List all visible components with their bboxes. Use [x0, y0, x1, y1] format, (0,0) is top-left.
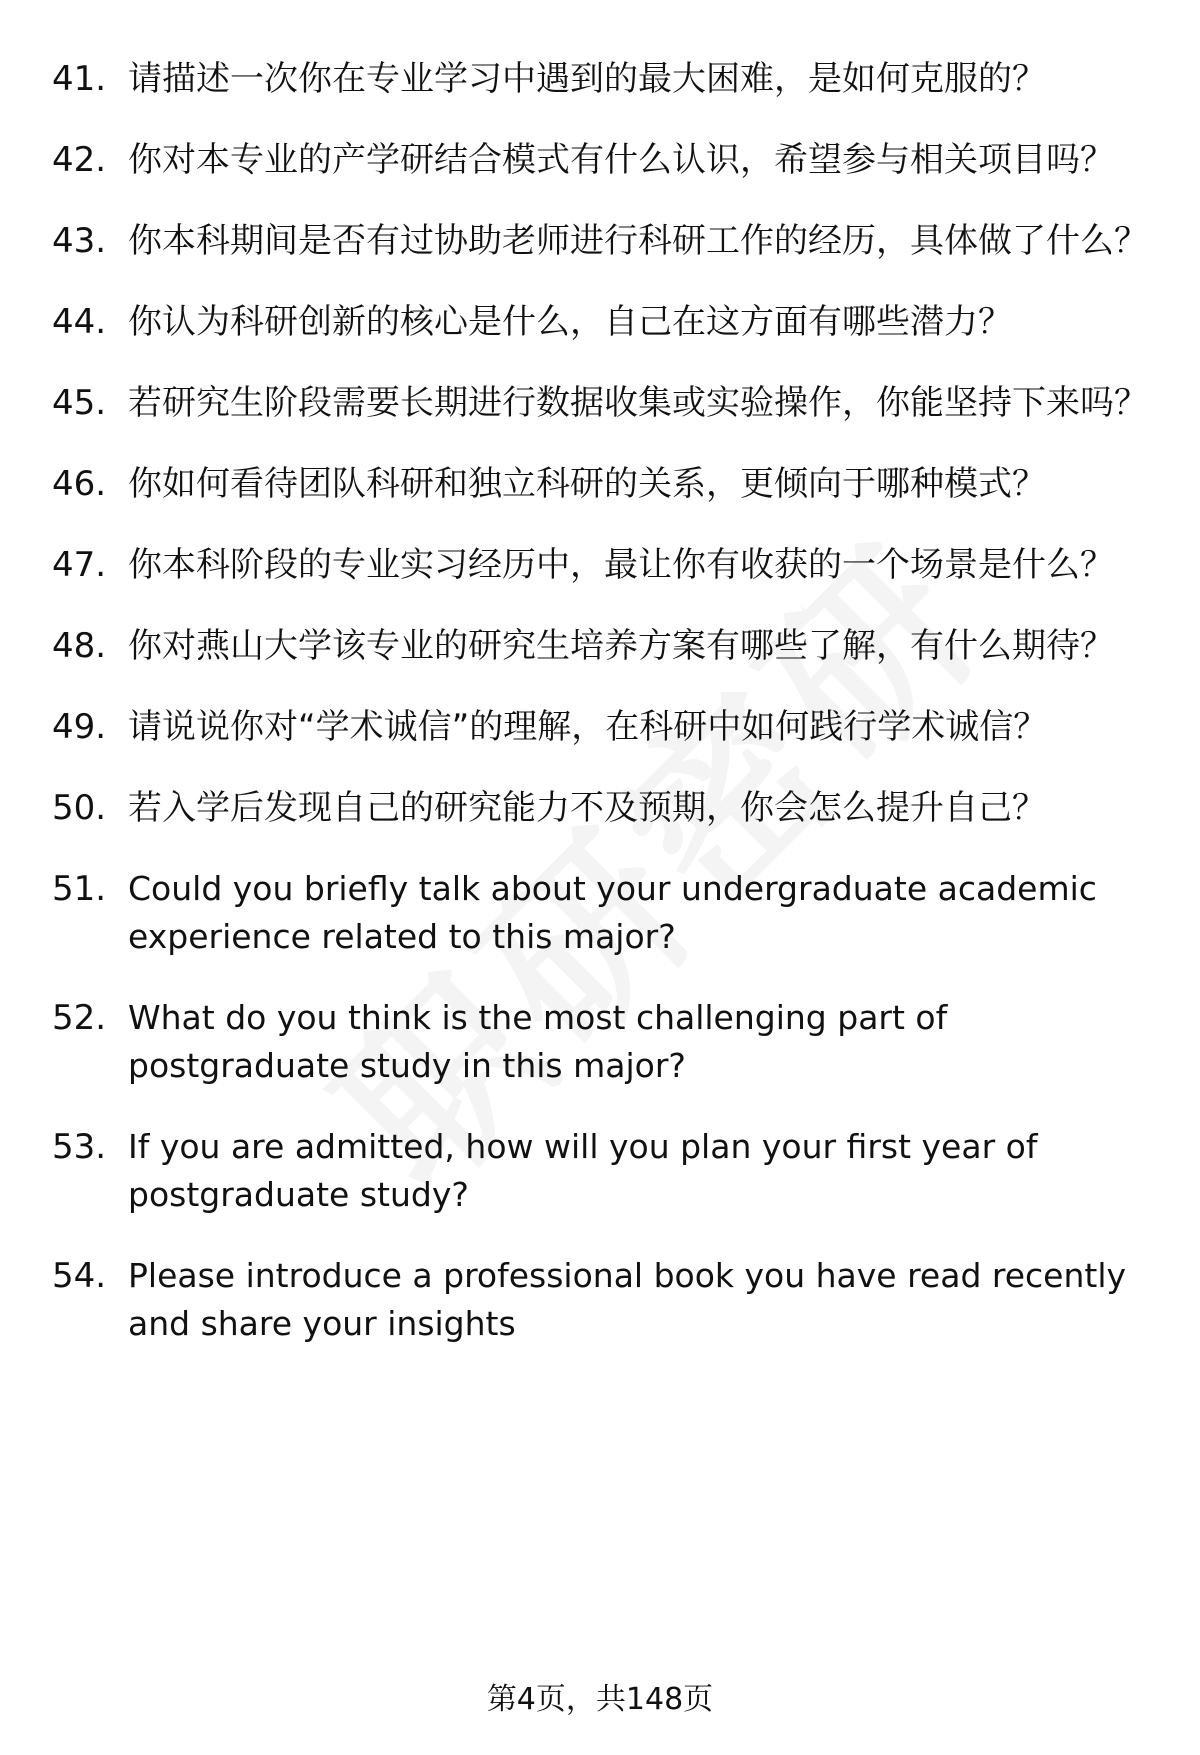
question-text: 请描述一次你在专业学习中遇到的最大困难，是如何克服的？ [128, 59, 1046, 99]
question-text: 你本科期间是否有过协助老师进行科研工作的经历，具体做了什么？ [128, 221, 1148, 261]
question-text: 你本科阶段的专业实习经历中，最让你有收获的一个场景是什么？ [128, 545, 1114, 585]
question-item [0, 379, 1200, 427]
question-text: 若研究生阶段需要长期进行数据收集或实验操作，你能坚持下来吗？ [128, 383, 1148, 423]
question-number: 52. [52, 998, 107, 1038]
question-number: 50. [52, 788, 107, 828]
question-item [0, 994, 1200, 1090]
question-number: 48. [52, 626, 107, 666]
question-item [0, 1252, 1200, 1348]
question-item [0, 784, 1200, 832]
question-number: 45. [52, 383, 107, 423]
question-text: 你对本专业的产学研结合模式有什么认识，希望参与相关项目吗？ [128, 140, 1114, 180]
question-number: 44. [52, 302, 107, 342]
question-item [0, 865, 1200, 961]
question-number: 54. [52, 1256, 107, 1296]
question-text: 你如何看待团队科研和独立科研的关系，更倾向于哪种模式？ [128, 464, 1046, 504]
question-text: What do you think is the most challenging part of postgraduate study in this major? [128, 998, 948, 1085]
question-text: 你对燕山大学该专业的研究生培养方案有哪些了解，有什么期待？ [128, 626, 1114, 666]
question-number: 43. [52, 221, 107, 261]
question-number: 51. [52, 869, 107, 909]
question-item [0, 136, 1200, 184]
question-text: 你认为科研创新的核心是什么，自己在这方面有哪些潜力？ [128, 302, 1012, 342]
page-number-label: 第4页，共148页 [486, 1682, 714, 1717]
question-item [0, 703, 1200, 751]
question-number: 41. [52, 59, 107, 99]
question-item [0, 298, 1200, 346]
page-footer [0, 1680, 1200, 1720]
question-number: 42. [52, 140, 107, 180]
question-text: 请说说你对“学术诚信”的理解，在科研中如何践行学术诚信？ [128, 707, 1048, 747]
question-item [0, 1123, 1200, 1219]
question-item [0, 622, 1200, 670]
question-number: 46. [52, 464, 107, 504]
question-item [0, 217, 1200, 265]
question-text: If you are admitted, how will you plan your first year of postgraduate study? [128, 1127, 1038, 1214]
question-text: Could you briefly talk about your undergraduate academic experience related to this major? [128, 869, 1097, 956]
question-number: 53. [52, 1127, 107, 1167]
question-item [0, 460, 1200, 508]
question-text: Please introduce a professional book you have read recently and share your insights [128, 1256, 1127, 1343]
question-item [0, 541, 1200, 589]
question-number: 47. [52, 545, 107, 585]
question-item [0, 55, 1200, 103]
question-list [0, 55, 1200, 1381]
question-text: 若入学后发现自己的研究能力不及预期，你会怎么提升自己？ [128, 788, 1046, 828]
question-number: 49. [52, 707, 107, 747]
